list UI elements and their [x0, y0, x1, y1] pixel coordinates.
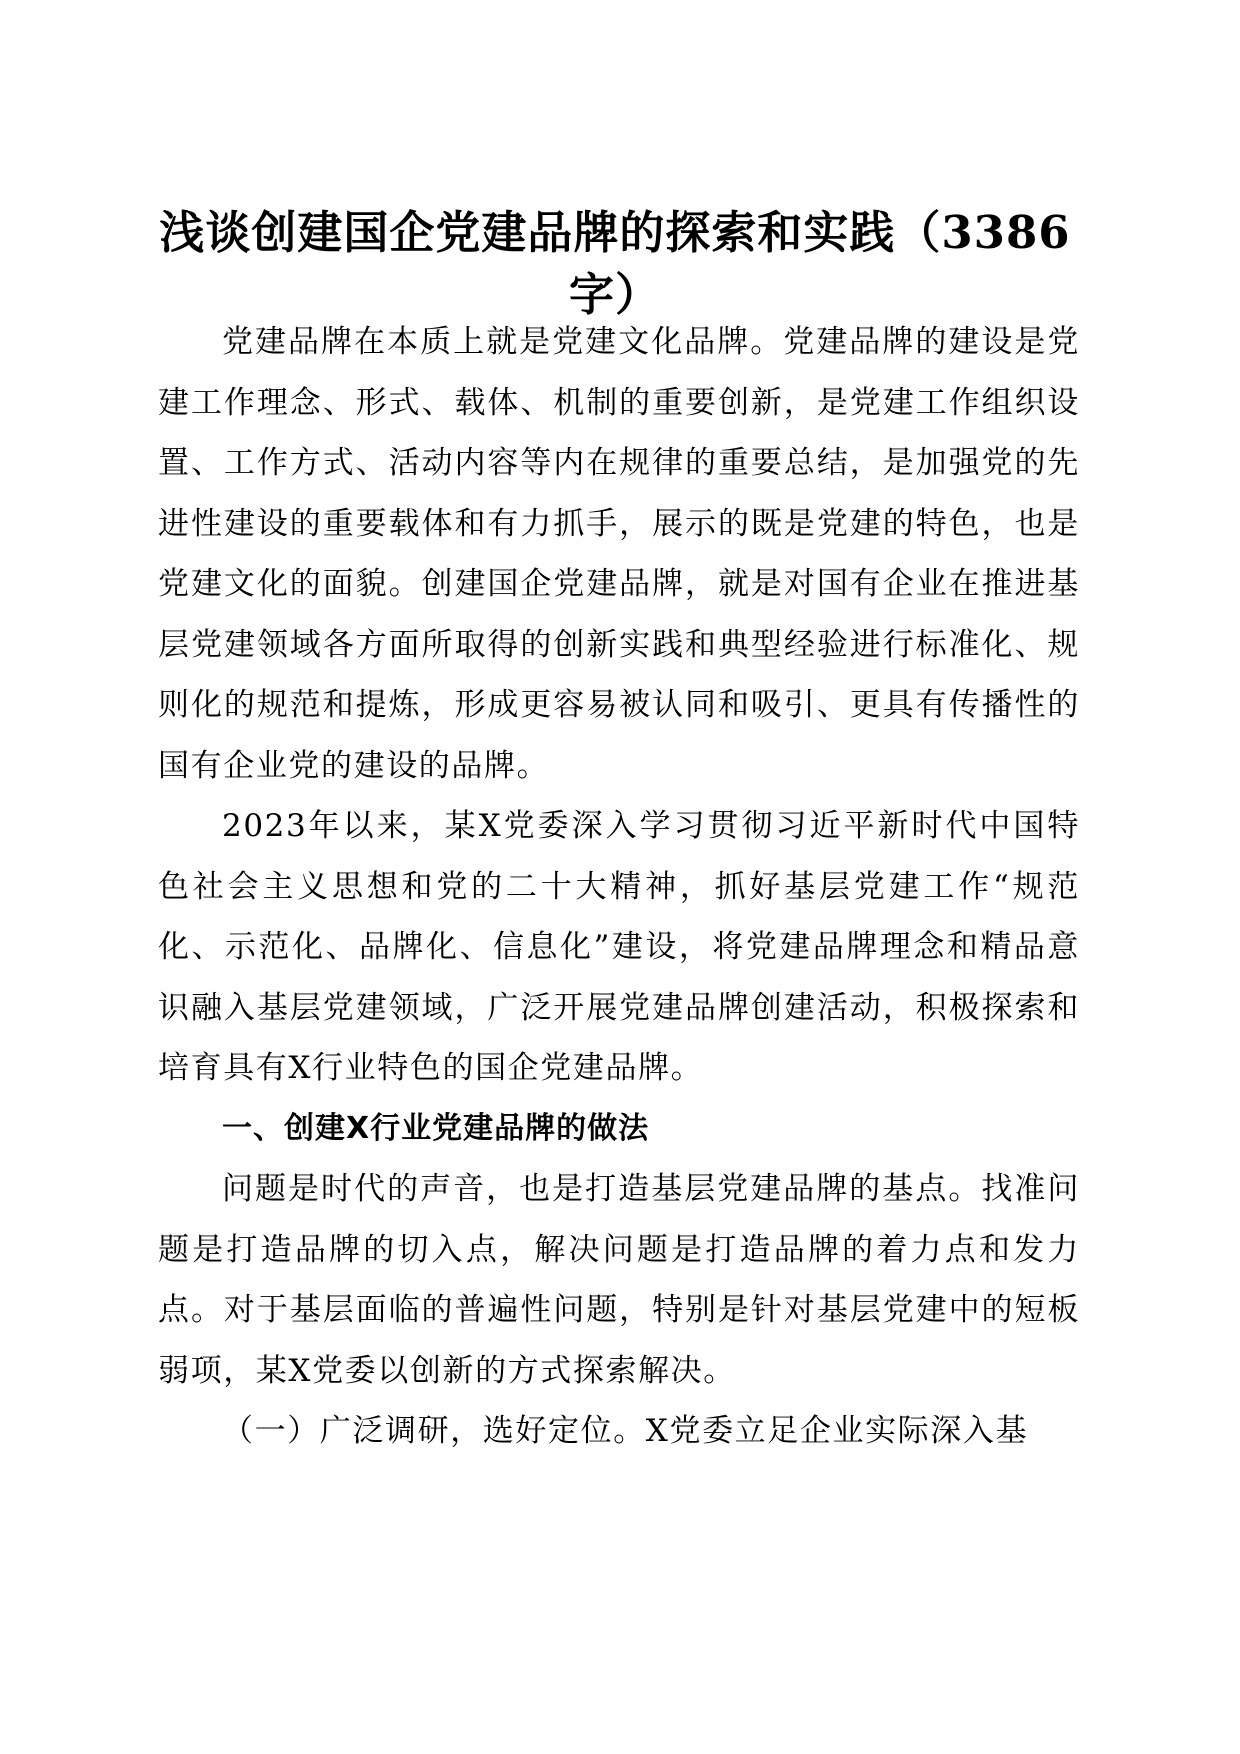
section-heading: 一、创建X行业党建品牌的做法: [222, 1110, 650, 1146]
paragraph-2023: 2023年以来，某X党委深入学习贯彻习近平新时代中国特色社会主义思想和党的二十大精神，抓好基层党建工作“规范化、示范化、品牌化、信息化”建设，将党建品牌理念和精品意识融入基层党建领域，广泛开展党建品牌创建活动，积极探索和培育具有X行业特色的国企党建品牌。: [158, 808, 1080, 1086]
document-title: 浅谈创建国企党建品牌的探索和实践（3386字）: [159, 206, 1071, 322]
paragraph-problem: 问题是时代的声音，也是打造基层党建品牌的基点。找准问题是打造品牌的切入点，解决问题是打造品牌的着力点和发力点。对于基层面临的普遍性问题，特别是针对基层党建中的短板弱项，某X党委以创新的方式探索解决。: [158, 1171, 1080, 1389]
paragraph-subsection-1: （一）广泛调研，选好定位。X党委立足企业实际深入基: [222, 1413, 1029, 1449]
paragraph-intro: 党建品牌在本质上就是党建文化品牌。党建品牌的建设是党建工作理念、形式、载体、机制的重要创新，是党建工作组织设置、工作方式、活动内容等内在规律的重要总结，是加强党的先进性建设的重要载体和有力抓手，展示的既是党建的特色，也是党建文化的面貌。创建国企党建品牌，就是对国有企业在推进基层党建领域各方面所取得的创新实践和典型经验进行标准化、规则化的规范和提炼，形成更容易被认同和吸引、更具有传播性的国有企业党的建设的品牌。: [158, 324, 1080, 784]
document-body: [158, 312, 1080, 1462]
